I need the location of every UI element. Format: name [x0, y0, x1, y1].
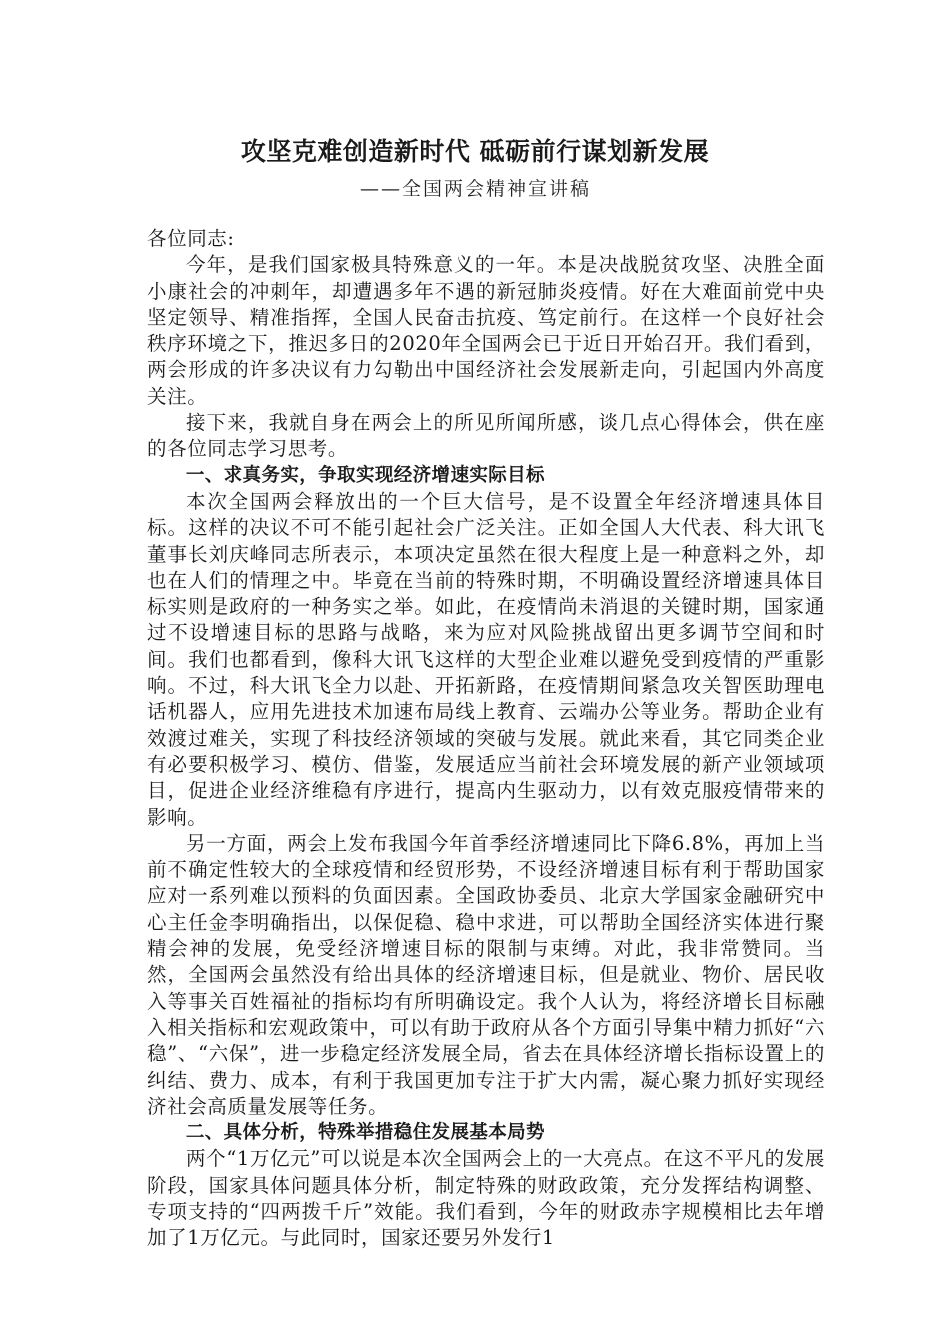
paragraph-section1-a: 本次全国两会释放出的一个巨大信号，是不设置全年经济增速具体目标。这样的决议不可不能引起社会广泛关注。正如全国人大代表、科大讯飞董事长刘庆峰同志所表示，本项决定虽然在很大程度上是一种意料之外，却也在人们的情理之中。毕竟在当前的特殊时期，不明确设置经济增速具体目标实则是政府的一种务实之举。如此，在疫情尚未消退的关键时期，国家通过不设增速目标的思路与战略，来为应对风险挑战留出更多调节空间和时间。我们也都看到，像科大讯飞这样的大型企业难以避免受到疫情的严重影响。不过，科大讯飞全力以赴、开拓新路，在疫情期间紧急攻关智医助理电话机器人，应用先进技术加速布局线上教育、云端办公等业务。帮助企业有效渡过难关，实现了科技经济领域的突破与发展。就此来看，其它同类企业有必要积极学习、模仿、借鉴，发展适应当前社会环境发展的新产业领域项目，促进企业经济维稳有序进行，提高内生驱动力，以有效克服疫情带来的影响。 — [147, 489, 825, 829]
section-heading-1: 一、求真务实，争取实现经济增速实际目标 — [185, 464, 545, 486]
salutation: 各位同志: — [147, 227, 235, 250]
document-subtitle: ——全国两会精神宣讲稿 — [360, 178, 592, 200]
section-heading-2: 二、具体分析，特殊举措稳住发展基本局势 — [185, 1122, 545, 1144]
document-title: 攻坚克难创造新时代 砥砺前行谋划新发展 — [240, 137, 710, 166]
paragraph-outline: 接下来，我就自身在两会上的所见所闻所感，谈几点心得体会，供在座的各位同志学习思考。 — [147, 411, 825, 461]
paragraph-section1-b: 另一方面，两会上发布我国今年首季经济增速同比下降6.8%，再加上当前不确定性较大的全球疫情和经贸形势，不设经济增速目标有利于帮助国家应对一系列难以预料的负面因素。全国政协委员、北京大学国家金融研究中心主任金李明确指出，以保促稳、稳中求进，可以帮助全国经济实体进行聚精会神的发展，免受经济增速目标的限制与束缚。对此，我非常赞同。当然，全国两会虽然没有给出具体的经济增速目标，但是就业、物价、居民收入等事关百姓福祉的指标均有所明确设定。我个人认为，将经济增长目标融入相关指标和宏观政策中，可以有助于政府从各个方面引导集中精力抓好“六稳”、“六保”，进一步稳定经济发展全局，省去在具体经济增长指标设置上的纠结、费力、成本，有利于我国更加专注于扩大内需，凝心聚力抓好实现经济社会高质量发展等任务。 — [147, 831, 825, 1118]
paragraph-intro: 今年，是我们国家极具特殊意义的一年。本是决战脱贫攻坚、决胜全面小康社会的冲刺年，却遭遇多年不遇的新冠肺炎疫情。好在大难面前党中央坚定领导、精准指挥，全国人民奋击抗疫、笃定前行。在这样一个良好社会秩序环境之下，推迟多日的2020年全国两会已于近日开始召开。我们看到，两会形成的许多决议有力勾勒出中国经济社会发展新走向，引起国内外高度关注。 — [147, 253, 825, 408]
document-body — [147, 226, 825, 1252]
paragraph-section2-a: 两个“1万亿元”可以说是本次全国两会上的一大亮点。在这不平凡的发展阶段，国家具体问题具体分析，制定特殊的财政政策，充分发挥结构调整、专项支持的“四两拨千斤”效能。我们看到，今年的财政赤字规模相比去年增加了1万亿元。与此同时，国家还要另外发行1 — [147, 1147, 825, 1250]
